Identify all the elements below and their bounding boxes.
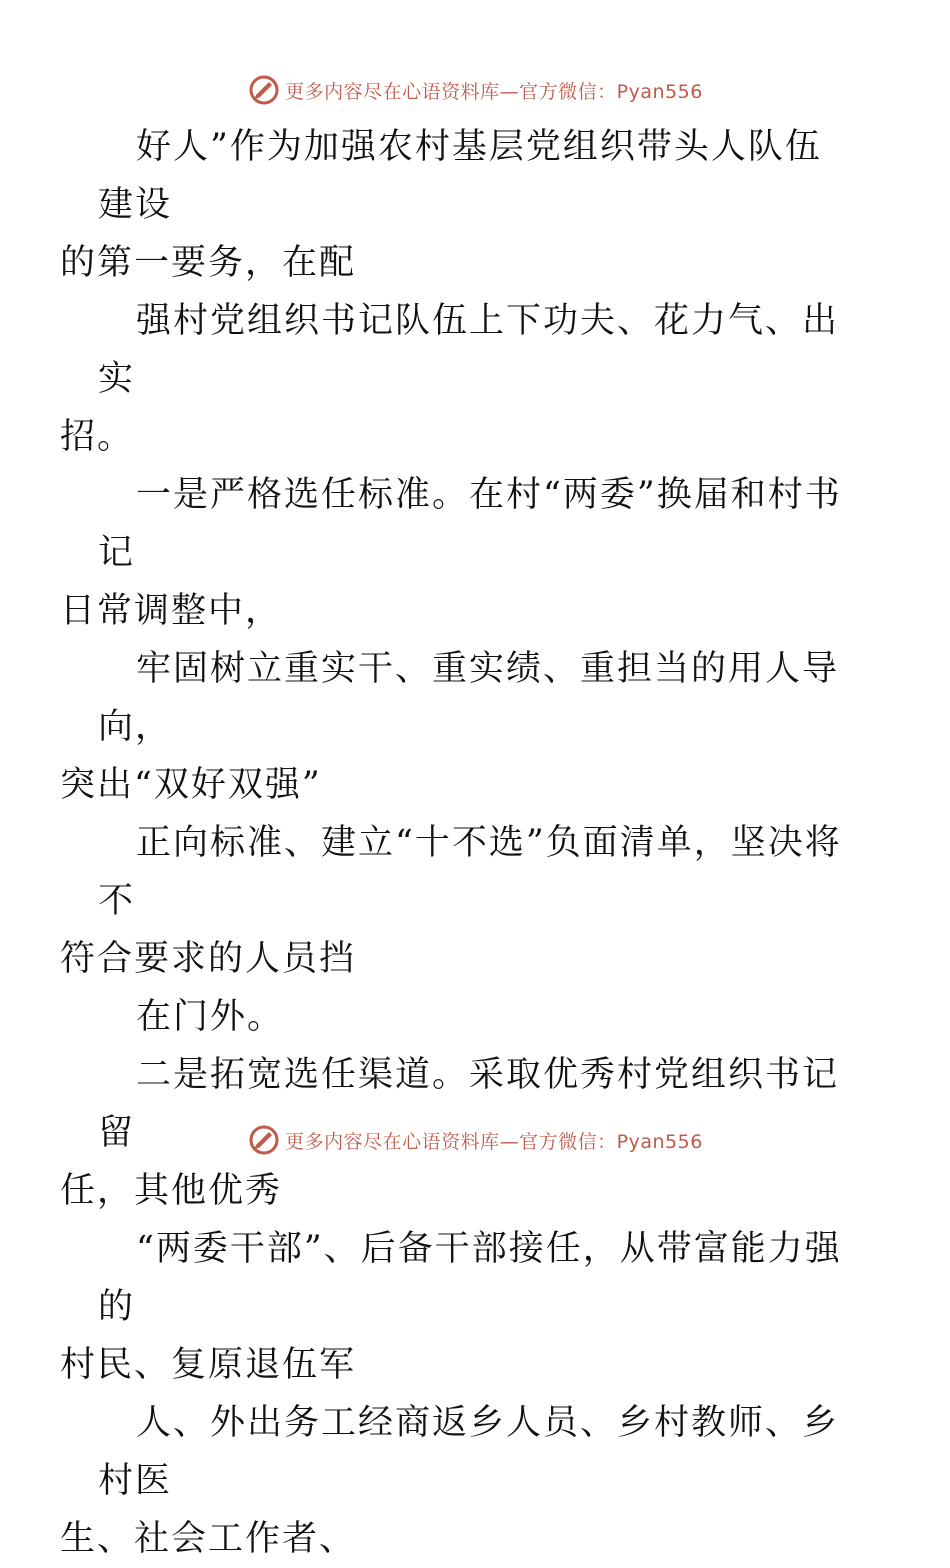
paragraph-5: 正向标准、建立“十不选”负面清单，坚决将不 符合要求的人员挡 [60,823,842,979]
header-watermark [0,70,950,110]
paragraph-3: 一是严格选任标准。在村“两委”换届和村书记 日常调整中， [60,475,842,631]
document-body [60,118,858,1568]
paragraph-4: 牢固树立重实干、重实绩、重担当的用人导向， 突出“双好双强” [60,649,840,805]
paragraph-6: 在门外。 [136,997,285,1037]
paragraph-7: 二是拓宽选任渠道。采取优秀村党组织书记留 任，其他优秀 [60,1055,840,1211]
watermark-text: 更多内容尽在心语资料库—官方微信：Pyan556 [285,80,703,103]
watermark-text: 更多内容尽在心语资料库—官方微信：Pyan556 [285,1130,703,1153]
paragraph-2: 强村党组织书记队伍上下功夫、花力气、出实 招。 [60,301,840,457]
paragraph-8: “两委干部”、后备干部接任，从带富能力强的 村民、复原退伍军 [60,1229,842,1385]
paragraph-1: 好人”作为加强农村基层党组织带头人队伍建设 的第一要务，在配 [60,127,822,283]
paragraph-9: 人、外出务工经商返乡人员、乡村教师、乡村医 生、社会工作者、 [60,1403,840,1559]
footer-watermark [0,1120,950,1160]
writing-hand-logo-icon [247,73,281,107]
writing-hand-logo-icon [247,1123,281,1157]
